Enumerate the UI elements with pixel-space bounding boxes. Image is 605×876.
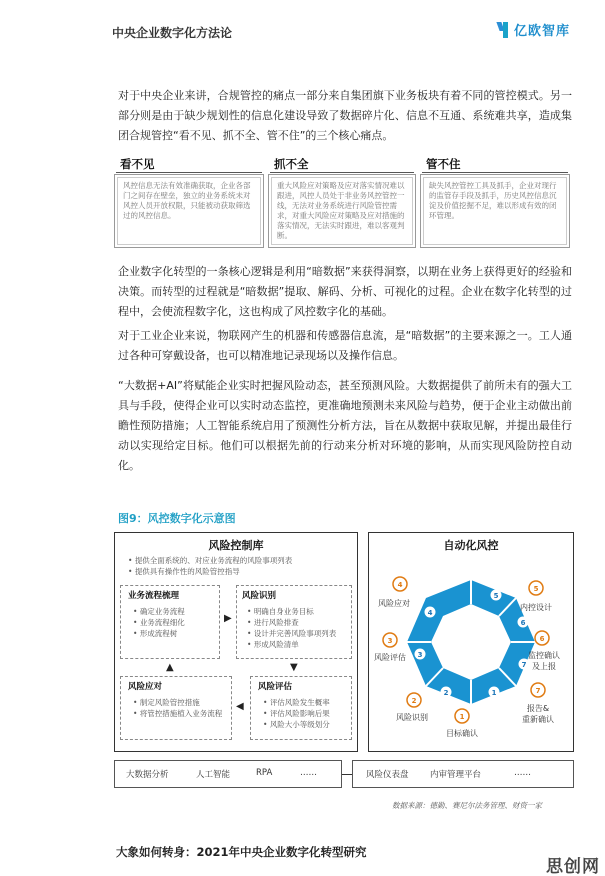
box-risk-assessment-title: 风险评估: [258, 682, 293, 692]
step-label-risk-identify: 风险识别: [396, 713, 428, 722]
badge-num-3: 3: [387, 637, 393, 645]
step-label-goal-confirm: 目标确认: [446, 729, 478, 738]
pain-point-text-2: 重大风险应对策略及应对落实情况难以跟进，风控人员处于非业务风控管控一线，无法对业务系统进行风险管控需求，对重大风险应对策略及应对措施的落实情况，无法实时跟进，难以客观判断。: [271, 177, 413, 245]
badge-num-5: 5: [533, 585, 539, 593]
inner-num-7: 7: [521, 661, 527, 669]
paragraph-dark-data: 企业数字化转型的一条核心逻辑是利用“暗数据”来获得洞察，以期在业务上获得更好的经验和决策。而转型的过程就是“暗数据”提取、解码、分析、可视化的过程。企业在数字化转型的过程中，会使流程数字化，这也构成了风控数字化的基础。: [118, 265, 572, 318]
tool-more-right: ……: [514, 768, 531, 778]
step-label-risk-response: 风险应对: [378, 599, 410, 608]
inner-num-6: 6: [520, 619, 526, 627]
box-risk-assessment-item: • 评估风险影响后果: [263, 709, 330, 718]
box-process-mapping-item: • 确定业务流程: [133, 607, 185, 616]
pain-point-text-3: 缺失风控管控工具及抓手，企业对现行的监管存手段及抓手，历史风控信息沉淀及价值挖掘不足，难以形成有效的闭环管理。: [423, 177, 567, 245]
badge-num-6: 6: [539, 635, 545, 643]
pain-point-underline-2: [270, 172, 414, 173]
pain-point-box-2: [268, 174, 416, 248]
inner-num-3: 3: [417, 651, 423, 659]
paragraph-iot: 对于工业企业来说，物联网产生的机器和传感器信息流，是“暗数据”的主要来源之一。工人通过各种可穿戴设备，也可以精准地记录现场以及操作信息。: [118, 329, 572, 362]
risk-control-library-title: 风险控制库: [208, 539, 264, 552]
box-risk-identification-item: • 进行风险排查: [247, 618, 299, 627]
figure-title: 图9：风控数字化示意图: [118, 512, 236, 525]
box-risk-response-item: • 将管控措施植入业务流程: [133, 709, 223, 718]
tool-more: ……: [300, 768, 317, 778]
library-bullet-2: • 提供具有操作性的风险管控指导: [128, 567, 240, 576]
logo-text: 亿欧智库: [514, 24, 571, 39]
inner-num-1: 1: [491, 689, 497, 697]
step-label-monitor: 监控确认: [528, 651, 560, 660]
pain-point-box-1: [114, 174, 264, 248]
box-risk-response-title: 风险应对: [128, 682, 163, 692]
box-risk-identification-item: • 形成风险清单: [247, 640, 299, 649]
automated-risk-control-title: 自动化风控: [443, 539, 499, 552]
tools-connector: [342, 774, 352, 775]
badge-num-1: 1: [459, 713, 465, 721]
tool-ai: 人工智能: [196, 770, 231, 780]
logo: [498, 20, 570, 39]
paragraph-intro: 对于中央企业来讲，合规管控的痛点一部分来自集团旗下业务板块有着不同的管控模式。另一部分则是由于缺少规划性的信息化建设导致了数据碎片化、信息不互通、系统难共享，造成集团合规管控“看不见、抓不全、管不住”的三个核心痛点。: [118, 89, 572, 142]
box-process-mapping-item: • 形成流程树: [133, 629, 178, 638]
tool-audit-platform: 内审管理平台: [430, 770, 482, 780]
box-risk-response-item: • 制定风险管控措施: [133, 698, 200, 707]
pain-point-title-2: 抓不全: [274, 157, 309, 171]
inner-num-4: 4: [427, 609, 433, 617]
step-label-risk-assess: 风险评估: [374, 653, 406, 662]
document-footer-title: 大象如何转身：2021年中央企业数字化转型研究: [116, 845, 367, 859]
tool-rpa: RPA: [256, 768, 273, 778]
risk-cycle-diagram: [368, 552, 574, 752]
document-header-title: 中央企业数字化方法论: [112, 26, 233, 40]
pain-point-box-3: [420, 174, 570, 248]
arrow-right-icon: ▶: [224, 613, 232, 624]
arrow-up-icon: ▲: [166, 662, 174, 673]
paragraph-bigdata-ai: “大数据+AI”将赋能企业实时把握风险动态，甚至预测风险。大数据提供了前所未有的强大工具与手段，使得企业可以实时动态监控，更准确地预测未来风险与趋势，便于企业主动做出前瞻性预防措施；人工智能系统启用了预测性分析方法，旨在从数据中获取见解，并提出最佳行动以实现给定目标。他们可以根据先前的行动来分析对环境的影响，从而实现风险防控自动化。: [118, 379, 572, 472]
figure-source: 数据来源：德勤、赛尼尔法务管理、财资一家: [392, 801, 542, 810]
library-bullet-1: • 提供全面系统的、对应业务流程的风险事项列表: [128, 556, 293, 565]
tool-bigdata: 大数据分析: [126, 770, 169, 780]
pain-point-title-1: 看不见: [120, 157, 155, 171]
inner-num-2: 2: [443, 689, 449, 697]
logo-mark-icon: [498, 22, 510, 38]
box-process-mapping-title: 业务流程梳理: [128, 591, 180, 601]
box-process-mapping-item: • 业务流程细化: [133, 618, 185, 627]
tool-risk-dashboard: 风险仪表盘: [366, 770, 409, 780]
badge-num-4: 4: [397, 581, 403, 589]
step-label-monitor-2: 及上报: [532, 662, 556, 671]
pain-point-title-3: 管不住: [426, 157, 461, 171]
step-label-control-design: 内控设计: [520, 603, 552, 612]
badge-num-2: 2: [411, 697, 417, 705]
pain-point-underline-3: [422, 172, 568, 173]
box-risk-identification-title: 风险识别: [242, 591, 277, 601]
inner-num-5: 5: [493, 592, 499, 600]
pain-point-underline-1: [116, 172, 262, 173]
box-risk-assessment-item: • 评估风险发生概率: [263, 698, 330, 707]
pain-point-text-1: 风控信息无法有效准确获取，企业各部门之间存在壁垒，独立的业务系统未对风控人员开放权限，只能被动获取筛选过的风控信息。: [117, 177, 261, 245]
step-label-report-2: 重新确认: [522, 715, 554, 724]
box-risk-identification-item: • 明确自身业务目标: [247, 607, 314, 616]
box-risk-identification-item: • 设计并完善风险事项列表: [247, 629, 337, 638]
step-label-report: 报告&: [526, 704, 550, 713]
watermark: 思创网: [546, 857, 600, 876]
badge-num-7: 7: [535, 687, 541, 695]
box-risk-assessment-item: • 风险大小等级划分: [263, 720, 330, 729]
arrow-left-icon: ◀: [236, 701, 244, 712]
arrow-down-icon: ▼: [290, 662, 298, 673]
